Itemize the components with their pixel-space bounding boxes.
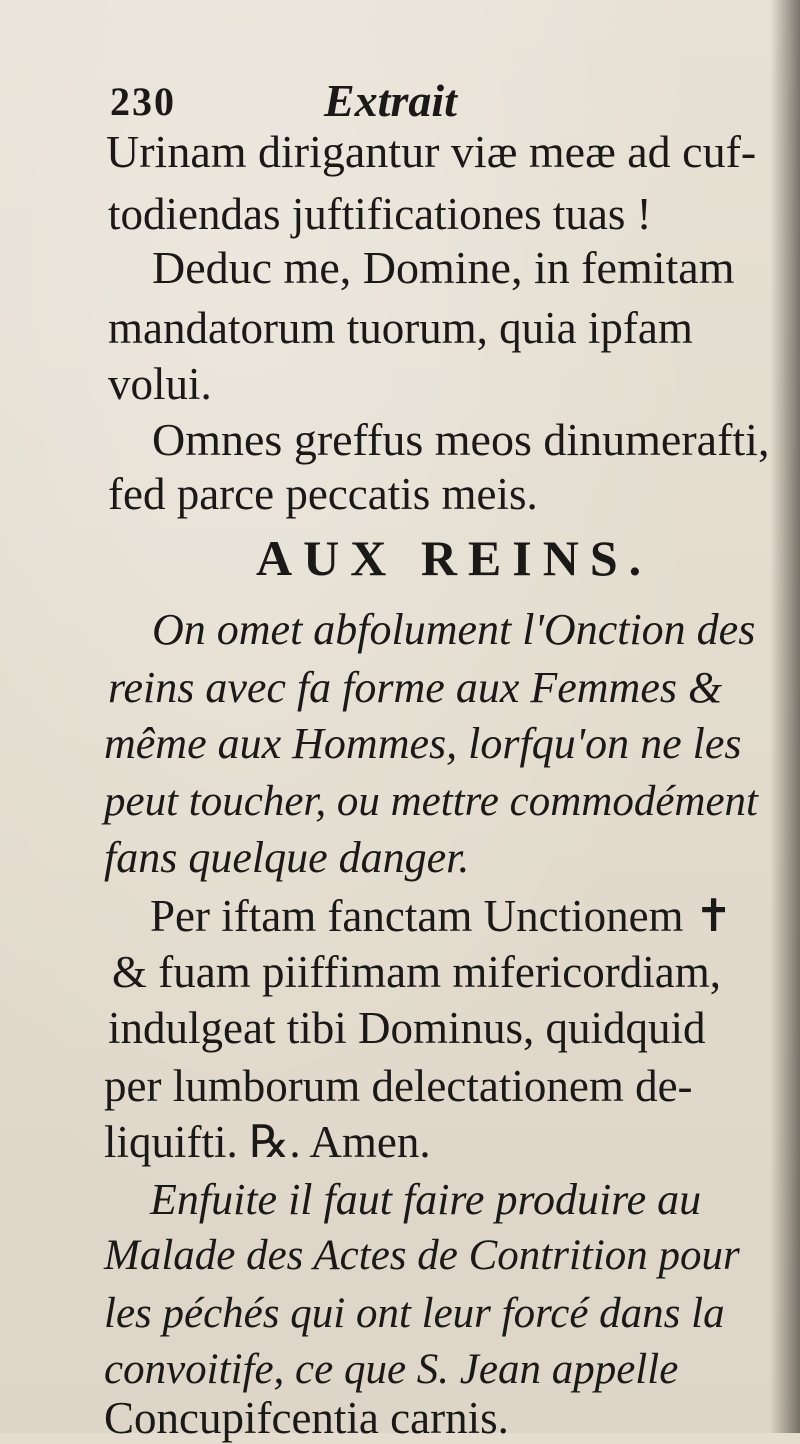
text-line: volui.: [108, 359, 212, 409]
text-line: Deduc me, Domine, in femitam: [152, 242, 735, 293]
text-line: On omet abfolument l'Onction des: [152, 605, 756, 654]
text-line: même aux Hommes, lorfqu'on ne les: [104, 719, 742, 768]
section-heading: AUX REINS.: [256, 530, 653, 586]
text-line: Concupifcentia carnis.: [104, 1393, 509, 1443]
text-line: Urinam dirigantur viæ meæ ad cuf-: [106, 126, 757, 177]
text-line: todiendas juftificationes tuas !: [108, 189, 652, 239]
running-title: Extrait: [324, 75, 457, 126]
text-line: reins avec fa forme aux Femmes &: [108, 663, 723, 712]
text-line: peut toucher, ou mettre commodément: [104, 778, 758, 825]
text-line: per lumborum delectationem de-: [104, 1061, 693, 1111]
text-line: fans quelque danger.: [104, 833, 470, 882]
text-line: convoitife, ce que S. Jean appelle: [104, 1346, 679, 1393]
text-line: Per iftam fanctam Unctionem ✝: [150, 891, 733, 941]
text-line: les péchés qui ont leur forcé dans la: [104, 1290, 725, 1337]
text-line: fed parce peccatis meis.: [108, 469, 538, 519]
text-line: & fuam piiffimam mifericordiam,: [112, 947, 721, 997]
text-line: liquifti. ℞. Amen.: [104, 1117, 431, 1167]
text-line: indulgeat tibi Dominus, quidquid: [108, 1003, 706, 1053]
text-line: Omnes greffus meos dinumerafti,: [152, 414, 770, 465]
text-line: Enfuite il faut faire produire au: [150, 1175, 702, 1224]
page-number: 230: [110, 79, 176, 124]
text-line: mandatorum tuorum, quia ipfam: [108, 303, 693, 353]
text-line: Malade des Actes de Contrition pour: [104, 1232, 740, 1279]
